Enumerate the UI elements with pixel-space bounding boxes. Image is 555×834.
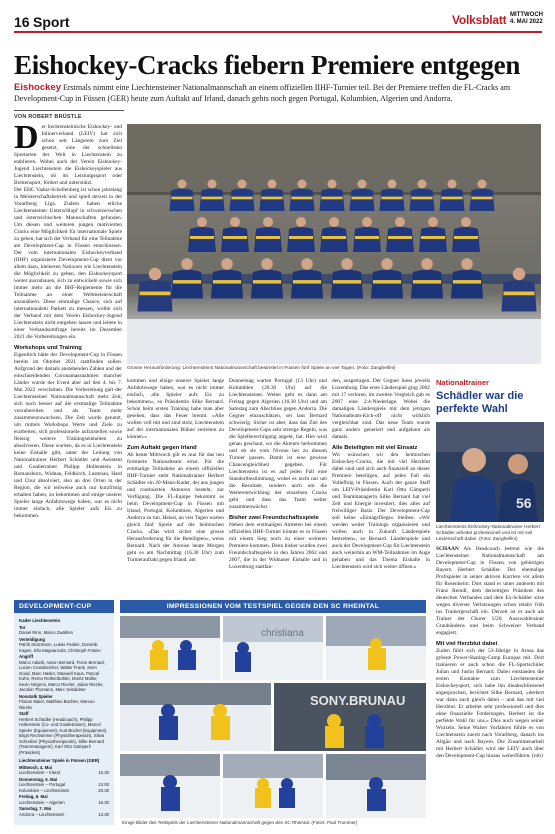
sidebar-dateline: SCHAAN <box>436 546 459 552</box>
player-figure <box>320 217 348 252</box>
angriff-players: Marco Adank, Aaron Bernard, Fionn Bernard, Lucien Crassbeicher, Walter Frank, Sven Good, Marc Hasler, Maxwell Kaus, Pascal Kuhn, Remo Rothenbühler, Moritz Müller, Kevin Nirgens, Marco Riezler, Julian Riezler, Jacobin Thomann, Marc Sebaldner <box>19 659 105 692</box>
impression-photo-7 <box>223 754 323 818</box>
newspaper-logo: Volksblatt <box>452 13 507 27</box>
verteidigung-label: Verteidigung <box>19 636 46 642</box>
impressions-caption: Einige Bilder des Testspiels der Liechtensteiner Nationalmannschaft gegen den SC Rheintal. (Fotos: Paul Trummer) <box>122 820 358 825</box>
schedule-match-teams: Liechtenstein – Portugal <box>19 782 66 787</box>
impression-photo-1-graphic <box>120 616 220 680</box>
subheading: Zum Auftakt gegen Irland <box>127 445 197 451</box>
schedule-match-time: 20.30 <box>98 787 109 793</box>
rink-banner: SONY.BRUNAU <box>310 693 406 708</box>
article-paragraph: kommen und einige unserer Spieler lange Anfahrtswege haben, war es nicht immer einfach, alle Spieler aufs Eis zu bekommen», so Präsidentin Silke Bernard. Schon beim ersten Training habe man aber gesehen, dass das Feuer brennt. «Alle wollen voll mit und sind stolz, Liechtenstein auf der internationalen Bühne vertreten zu können.» <box>127 378 224 440</box>
byline-rule <box>14 110 124 111</box>
page-header <box>0 0 555 36</box>
verteidigung-players: Patrik Stolzmann, Lukas Fedele, Dominik Kagen, Elio Magnanzola, Christoph Frasier <box>19 642 101 653</box>
schedule-day: Samstag, 7. Mai <box>19 806 52 811</box>
nonstaff-label: Nonstalk Spieler <box>19 693 53 699</box>
schedule-match-teams: Liechtenstein – Irland <box>19 770 60 775</box>
impression-photo-2 <box>223 616 323 680</box>
article-column-2 <box>127 378 224 592</box>
article-column-1 <box>14 124 122 592</box>
impression-photo-8-graphic <box>326 754 426 818</box>
article-paragraph: Donnerstag warten Portugal (13 Uhr) und Kolumbien (20.30 Uhr) auf die Liechtensteiner. Weiter geht es dann am Freitag gegen Algerien (16.30 Uhr) und am Samstag zum Abschluss gegen Andorra. Die Gegner einzuschätzen, sei laut Bernard schwierig. Sicher ist aber, dass das Ziel des Development-Cups sehr strenge Regeln, was die Spielberechtigung angeht, hat. Hier wird genau geschaut, wo die Akteure herkommen und ob sie vom Niveau her zu diesem Turnier passen. Damit ist eine gewisse Chancengleichheit gegeben. Für Liechtenstein ist es auf jeden Fall eine Standortbestimmung, wobei es nicht nur um die Resultate, sondern auch um die Weiterentwicklung der einzelnen Cracks geht und dass das Team weiter zusammenwächst. <box>229 378 327 510</box>
article-paragraph: Der EHC Vaduz-Schellenberg ist schon jahrelang in Meisterschaftsbetrieb und spielt derzeit in der Vorarlberg Liga. Zudem haben etliche Liechtensteiner Unterschlupf in schweizerischen und österreichischen Mannschaften gefunden. Um diesen und weiteren jungen motivierten Cracks eine Möglichkeit für internationale Spiele zu geben, hat sich der Verband für eine Teilnahme am Development-Cup in Füssen entschlossen. Der vom internationalen Eishockeyverband (IIHF) organisierte Development-Cup dient vor allem dazu, kleineren Nationen wie Liechtenstein die Möglichkeit zu geben, den Eishockeysport weiter auszubauen, sich zu entwickeln sowie sich immer mehr an die IIHF-Reglemente für die Teilnahme an einer Weltmeisterschaft anzunähern. Diese einmalige Chance, sich auf internationalem Parkett zu messen, wollte sich der Verband mit dem Verein Eishockey-Jugend Liechtenstein nicht entgehen lassen und leitete in einer Verbandsumfrage bereits im Dezember 2021 die Vorbereitungen ein. <box>14 187 122 340</box>
impression-photo-5-graphic <box>274 683 426 751</box>
player-figure <box>211 258 243 298</box>
coach-photo-caption: Liechtensteins Eishockey-Nationaltrainer Herbert Schädler arbeitet professionell und ist mit viel Leidenschaft dabei. (Foto: Zanghellini) <box>436 525 540 542</box>
team-photo-graphic <box>127 124 541 364</box>
schedule-match-teams: Kolumbien – Liechtenstein <box>19 787 70 793</box>
schedule-list <box>19 765 109 818</box>
schedule-day: Mittwoch, 4. Mai <box>19 764 52 770</box>
impression-photo-3 <box>326 616 426 680</box>
page-number: 16 <box>14 14 30 30</box>
article-column-4 <box>332 378 430 592</box>
team-photo <box>127 124 541 364</box>
sidebar-paragraph <box>436 648 544 760</box>
impression-photo-6 <box>120 754 220 818</box>
sidebar-title: Schädler war die perfekte Wahl <box>436 390 524 415</box>
staff-list: Herbert Schädler (Headcoach), Philipp Hollenstein (Co- und Goalietrainer), Marcel Spieler (Equipment), Kurt Büchel (Equipment), Birgit Rechsteiner (Physiotherapeutin), Silvia Schreiber (Physiotherapeutin), Silke Bernard (Teammanagerin), Karl Otto Gämperli (Präsident) <box>19 716 108 755</box>
player-figure <box>451 258 483 298</box>
player-figure <box>254 217 282 252</box>
impressions-title: IMPRESSIONEN VOM TESTSPIEL GEGEN DEN SC RHEINTAL <box>120 600 426 613</box>
lead-kicker: Eishockey <box>14 82 61 93</box>
schedule-match-time: 16.30 <box>98 799 109 805</box>
schedule-day: Freitag, 6. Mai <box>19 794 48 799</box>
impression-photo-1 <box>120 616 220 680</box>
schedule-match-time: 13.30 <box>98 811 109 817</box>
coach-photo-graphic <box>436 422 544 522</box>
impression-photo-2-graphic <box>223 616 323 680</box>
player-figure <box>386 217 414 252</box>
impression-photo-4-graphic <box>120 683 271 751</box>
schedule-match <box>19 812 109 818</box>
article-lead <box>14 83 544 104</box>
nonstaff-players: Florian Maier, Matthias Büchler, Marcus Riezler <box>19 699 95 710</box>
schedule-title: Liechtensteiner Spiele in Füssen (GER) <box>19 758 100 763</box>
schedule-match-time: 16.30 <box>98 770 109 775</box>
section-name: Sport <box>33 14 70 30</box>
tor-players: Daniel Rinn, Marco Zwahlen <box>19 630 73 635</box>
team-photo-caption: Grosse Herausforderung: Liechtensteins Nationalmannschaft bestreitet in Füssen fünf Spiele an vier Tagen. (Foto: Zanghellini) <box>127 366 396 371</box>
issue-date-text: 4. MAI 2022 <box>510 19 543 25</box>
player-figure <box>371 258 403 298</box>
impression-photo-3-graphic <box>326 616 426 680</box>
article-byline: VON ROBERT BRÜSTLE <box>14 114 82 120</box>
player-figure <box>287 217 315 252</box>
article-paragraph: Eigentlich hätte der Development-Cup in Füssen bereits im Oktober 2021 stattfinden sollen. Aufgrund der damals anstehenden Zahlen und der einschneidenden Coronamassnahmen mancher Länder wurde der Event aber auf den 4. bis 7. Mai 2022 verschoben. Die Vorbereitung galt der Liechtensteiner Nationalmannschaft mehr Zeit, sich noch besser auf die erstmalige Teilnahme vorzubereiten und als Team mehr zusammenzuwachsen. Die Zeit wurde genutzt, um mittels Workshops Werte und Ziele zu erarbeiten, sich professionelle aufzustellen sowie fleissig weitere Trainingseinheiten zu absolvieren. Diese wurden, da es in Liechtenstein keine Eishalle gibt, unter der Leitung von Nationaltrainer Herbert Schädler und Assistent und Goalietrainer Philipp Hollenstein in Romanshorn, Widnau, Feldkirch, Lustenau, Hard und Chur absolviert, also an drei Orten in der Region, die wir teilweise auch nur kurzfristig erhalten haben, zu bekommen und einige unserer Spieler lange Anfahrtswege haben, war es nicht immer einfach, alle Spieler aufs Eis zu bekommen. <box>14 352 122 519</box>
schedule-match <box>19 800 109 806</box>
player-figure <box>221 217 249 252</box>
article-paragraph: Wir wünschen wir den heimischen Eishockey-Cracks, die mit viel Herzblut dabei sind und sich auch finanziell an dieser Premiere beteiligen, auf jeden Fall ein Volleffolg in Füssen. Auch der ganze Staff um LEIV-Präsidentin Karl Otto Gämperli und Teammanagerin Silke Bernard hat viel Zeit und Energie investiert, dies alles auf freiwilliger Basis. Der Development-Cup soll keine «Eintagsfliege» bleiben. «Wir werden weiter Trainings organisieren und wollen auch in Zukunft Länderspiele bestreiten», so Bernard. Länderspiele und auch der Development-Cup für Liechtenstein auch weiterhin an WM-Teilnahmen im Auge gehaben und das Thema Eishalle in Liechtenstein wird sich weiter öffnen.» <box>332 452 430 570</box>
player-figure <box>251 258 283 298</box>
player-figure <box>419 217 447 252</box>
schedule-match-time: 13.00 <box>98 782 109 787</box>
sidebar-body <box>436 546 544 828</box>
player-figure <box>411 258 443 298</box>
article-paragraph: Ab heute Mittwoch gilt es nun für das neu formierte Nationalteam ernst. Für die erstmalige Teilnahme an einem offiziellen IIHF-Turnier steht Nationaltrainer Herbert Schädler ein 20-Mann-Kader, der aus jungen und routinierten Akteuren besteht, zur Verfügung. Die FL-Equipe bekommt es beim Development-Cup in Füssen mit Irland, Portugal, Kolumbien, Algerien und Andorra zu tun. Heisst, an vier Tagen warten gleich fünf Spiele auf die heimischen Cracks. «Das wird sicher eine grosse Herausforderung für die Beteiligten», weiss Bernard. Nach der Anreise heute Morgen geht es am Nachmittag (16.30 Uhr) zum Turnierauftakt gegen Irland, am <box>127 452 224 563</box>
coach-photo <box>436 422 544 522</box>
development-cup-box <box>14 600 114 825</box>
schedule-match-teams: Andorra – Liechtenstein <box>19 811 65 817</box>
rink-ad: christiana <box>261 628 304 639</box>
schedule-day: Donnerstag, 5. Mai <box>19 776 58 782</box>
subheading: Workshops und Training <box>14 345 82 351</box>
sidebar-signature: (rob) <box>531 753 543 759</box>
impression-photo-8 <box>326 754 426 818</box>
schedule-match-teams: Liechtenstein – Algerien <box>19 799 65 805</box>
player-figure <box>188 217 216 252</box>
player-figure <box>452 217 480 252</box>
subheading: Bisher zwei Freundschaftsspiele <box>229 515 319 521</box>
player-figure <box>353 217 381 252</box>
lead-text: Erstmals nimmt eine Liechtensteiner Nationalmannschaft an einem offiziellen IIHF-Turnier teil. Bei der Premiere treffen die FL-Cracks am Development-Cup in Füssen (GER) heute zum Auftakt auf Irland, danach gehts noch gegen Portugal, Kolumbien, Algerien und Andorra. <box>14 83 511 103</box>
player-figure <box>291 258 323 298</box>
article-paragraph: den, ausgetragen. Der Gegner hiess jeweils Luxemburg. Das erste Länderspiel ging 2002 mit 17 verloren, im zweiten Vergleich gab es 2007 eine 2:4-Niederlage. Wobei die damaligen Länderspiele mit dem jetzigen Nationalteam-Kick-off nicht wirklich vergleichbar sind. Das neue Team wurde ganz anders generiert und aufgebaut als damals. <box>332 378 430 440</box>
player-figure <box>331 258 363 298</box>
sidebar-subheading: Mit viel Herzblut dabei <box>436 641 498 647</box>
team-players <box>138 180 537 312</box>
article-paragraph: Neben dem erstmaligen Antreten bei einem offiziellen IIHF-Turnier könnte es in Füssen mit einem Sieg noch zu einer weiteren Premiere kommen. Denn bisher wurden zwei Freundschaftsspiele in den Jahren 2002 und 2007, die in der Widnauer Eishalle und in Luxemburg stattfan- <box>229 522 327 570</box>
sidebar-paragraph <box>436 546 544 637</box>
subheading: Alle Beteiligten mit viel Einsatz <box>332 445 418 451</box>
angriff-label: Angriff <box>19 654 34 659</box>
svg-text:56: 56 <box>516 495 532 511</box>
kader-title: Kader Liechtenstein <box>19 618 61 623</box>
impression-photo-5 <box>274 683 426 751</box>
impression-photo-4 <box>120 683 271 751</box>
tor-label: Tor <box>19 624 26 630</box>
staff-label: Staff <box>19 711 29 716</box>
impression-photo-6-graphic <box>120 754 220 818</box>
header-rule <box>14 31 542 33</box>
development-cup-body <box>14 613 114 821</box>
schedule-match <box>19 788 109 794</box>
sidebar-paragraph-text: Zuden fühlt sich der 53-Jährige in Arosa das grösste Power-Skating-Camp Europas mit. Dort trainieren er auch schon die FL-Sportschüler Julian und Justin Bernard. Dabei entstanden die ersten Kontakte zum Liechtensteiner Eishockeysport, sich habe ihn dieabschliessend angesprochen, berichtet Silke Bernard, «derbert war dann auch gleich dabei – und das mit viel Herzblut. Er arbeitet sehr professionell und dies ohne finanzielle Forderungen. Herbert ist die perfekte Wahl für uns.» Dies auch wegen seiner Wurzeln. Seine Walser Vorfahren führte es von Liechtenstein zuerst nach Vorarlberg, danach ins Allgäu und nach Bayern. Die Zusammenarbeit mit Herbert Schädler wird der LEIV auch über den Development-Cup hinaus weiterführen. <box>436 648 544 759</box>
issue-date <box>510 12 543 26</box>
impression-photo-7-graphic <box>223 754 323 818</box>
article-paragraph: er liechtensteinische Eishockey- und Inlinerverband (LEIV) hat sich schon seit Längerem zum Ziel gesetzt, eine der schnellsten Sportarten der Welt in Liechtenstein zu etablieren. Wobei auch der Verein Eishockey-Jugend Liechtenstein die Eishockeyspieler aus Liechtenstein, ob im Leistungssport oder Breitensport, fördert und unterstützt. <box>14 124 122 186</box>
development-cup-title: DEVELOPMENT-CUP <box>14 600 114 613</box>
schedule-match <box>19 770 109 776</box>
sidebar-kicker: Nationaltrainer <box>436 378 489 387</box>
issue-day: MITTWOCH <box>510 12 543 18</box>
article-column-3 <box>229 378 327 592</box>
drop-cap: D <box>14 124 39 156</box>
article-headline: Eishockey-Cracks fiebern Premiere entgegen <box>14 50 521 80</box>
player-figure <box>171 258 203 298</box>
sidebar-paragraph-text: Als Headcoach betreut wie die Liechtensteiner Nationalmannschaft am Development-Cup in Füssen von gebürtigen Bayern Herbert Schädler. Der ehemalige Profispieler in seiner aktiven Karriere vor allem für Rosenheim. Dort stand er unter anderem mit Franz Reindl, dem derzeitigen Präsident des deutschen Verbandes und dem Ex-Schädler sitze wegen diverser Verletzungen schon relativ früh ins Trainergeschäft ein. Derzeit ist er auch als Trainer der Churer U20, Ausswahltrainer Graubündens und beim Schweizer Verband engagiert. <box>436 546 544 636</box>
